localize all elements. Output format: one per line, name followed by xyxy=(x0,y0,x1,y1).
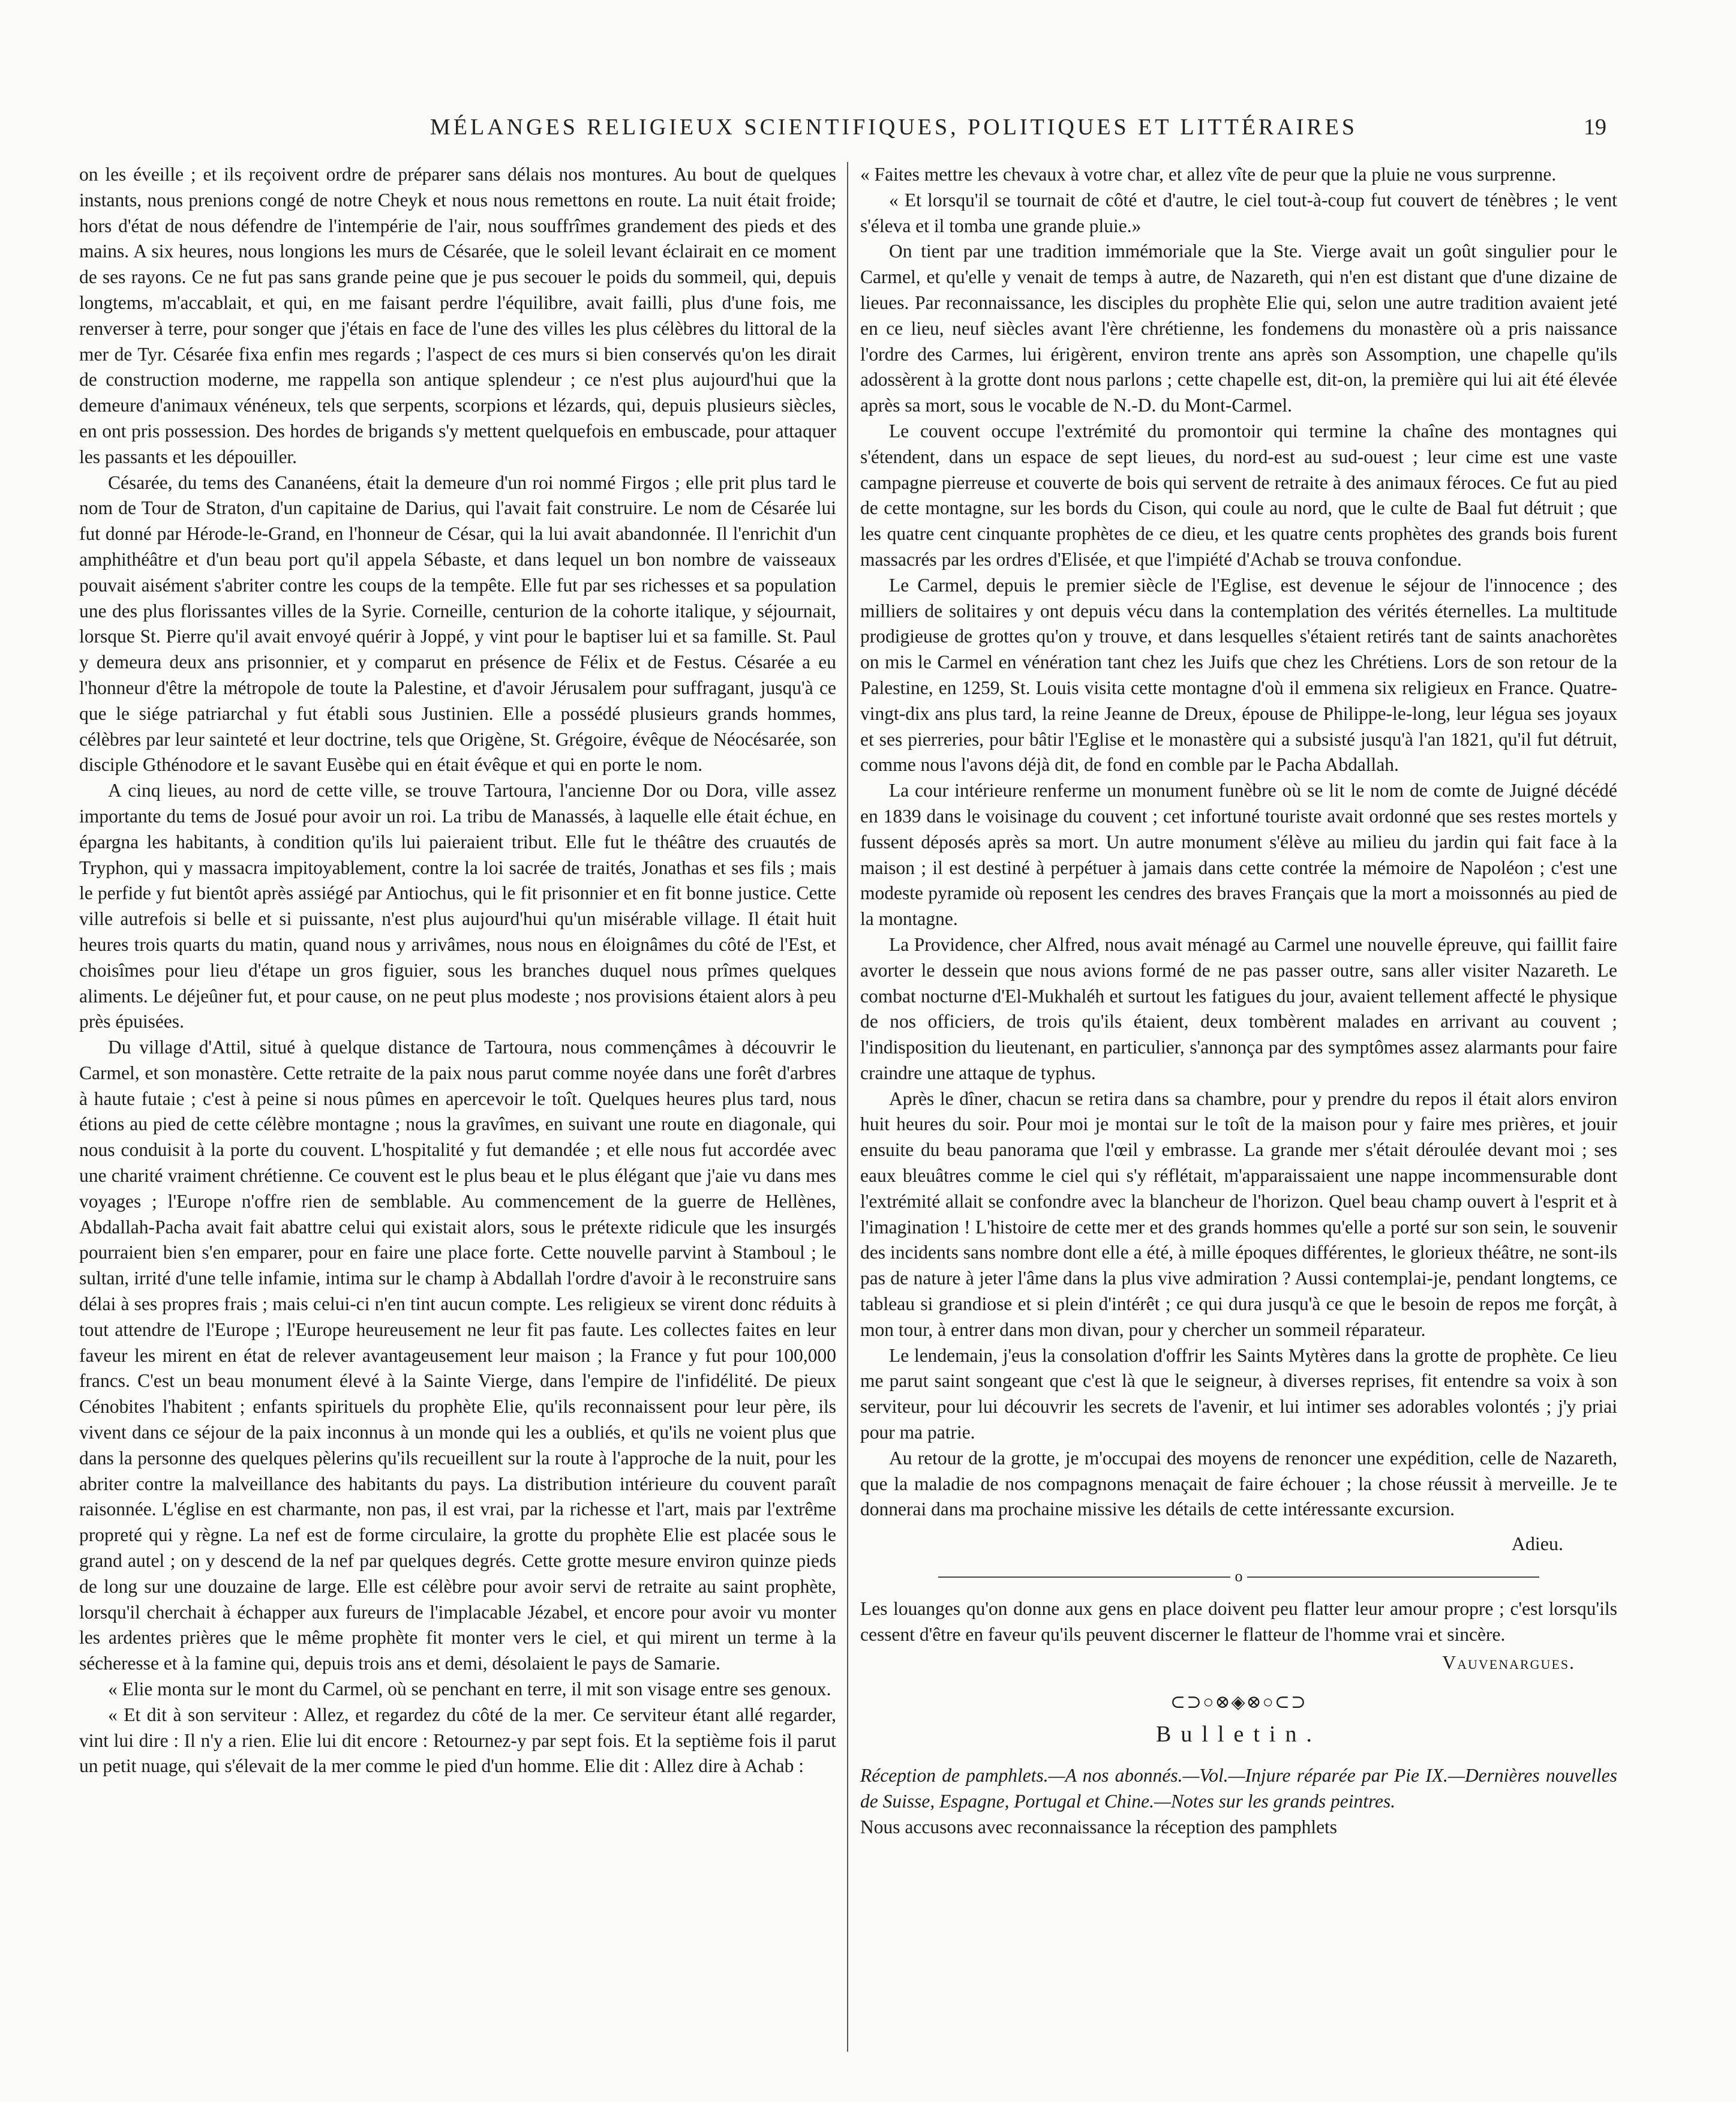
paragraph: « Et lorsqu'il se tournait de côté et d'autre, le ciel tout-à-coup fut couvert de ténèbres ; le vent s'éleva et il tomba une grande pluie.» xyxy=(860,189,1617,236)
paragraph: Du village d'Attil, situé à quelque distance de Tartoura, nous commençâmes à découvrir le Carmel, et son monastère. Cette retraite de la paix nous parut comme noyée dans une forêt d'arbres à haute futaie ; c'est à peine si nous pûmes en apercevoir le toît. Quelques heures plus tard, nous étions au pied de cette célèbre montagne ; nous la gravîmes, en suivant une route en diagonale, qui nous conduisit à la porte du couvent. L'hospitalité y fut demandée ; et elle nous fut accordée avec une charité vraiment chrétienne. Ce couvent est le plus beau et le plus élégant que j'aie vu dans mes voyages ; l'Europe n'offre rien de semblable. Au commencement de la guerre de Hellènes, Abdallah-Pacha avait fait abattre celui qui existait alors, sous le prétexte ridicule que les insurgés pourraient bien s'en emparer, pour en faire une place forte. Cette nouvelle parvint à Stamboul ; le sultan, irrité d'une telle infamie, intima sur le champ à Abdallah l'ordre d'avoir à le reconstruire sans délai à ses propres frais ; mais celui-ci n'en tint aucun compte. Les religieux se virent donc réduits à tout attendre de l'Europe ; l'Europe heureusement ne leur fit pas faute. Les collectes faites en leur faveur les mirent en état de relever avantageusement leur maison ; la France y fut pour 100,000 francs. C'est un beau monument élevé à la Sainte Vierge, dans l'empire de l'infidélité. De pieux Cénobites l'habitent ; enfants spirituels du prophète Elie, qu'ils reconnaissent pour leur père, ils vivent dans ce séjour de la paix inconnus à un monde qui les a oubliés, et qu'ils ne voient plus que dans la personne des quelques pèlerins qu'ils recueillent sur la route à l'approche de la nuit, pour les abriter contre la malveillance des habitants du pays. La distribution intérieure du couvent paraît raisonnée. L'église en est charmante, non pas, il est vrai, par la richesse et l'art, mais par l'extrême propreté qui y règne. La nef est de forme circulaire, la grotte du prophète Elie est placée sous le grand autel ; on y descend de la nef par quelques degrés. Cette grotte mesure environ quinze pieds de long sur une douzaine de large. Elle est célèbre pour avoir servi de retraite au saint prophète, lorsqu'il cherchait à échapper aux fureurs de l'implacable Jézabel, et encore pour avoir vu monter les ardentes prières que le même prophète fit monter vers le ciel, et qui mirent un terme à la sécheresse et à la famine qui, depuis trois ans et demi, désolaient le pays de Samarie. xyxy=(79,1037,836,1674)
paragraph: Au retour de la grotte, je m'occupai des moyens de renoncer une expédition, celle de Nazareth, que la maladie de nos compagnons menaçait de faire échouer ; la chose réussit à merveille. Je te donnerai dans ma prochaine missive les détails de cette intéressante excursion. xyxy=(860,1447,1617,1520)
paragraph: « Et dit à son serviteur : Allez, et regardez du côté de la mer. Ce serviteur étant allé regarder, vint lui dire : Il n'y a rien. Elie lui dit encore : Retournez-y par sept fois. Et la septième fois il parut un petit nuage, qui s'élevait de la mer comme le pied d'un homme. Elie dit : Allez dire à Achab : xyxy=(79,1704,836,1777)
paragraph: Après le dîner, chacun se retira dans sa chambre, pour y prendre du repos il était alors environ huit heures du soir. Pour moi je montai sur le toît de la maison pour y faire mes prières, et jouir ensuite du beau panorama que l'œil y embrasse. La grande mer s'était déroulée devant moi ; ses eaux bleuâtres comme le ciel qui s'y réflétait, m'apparaissaient une nappe incommensurable dont l'extrémité allait se confondre avec la blancheur de l'horizon. Quel beau champ ouvert à l'esprit et à l'imagination ! L'histoire de cette mer et des grands hommes qu'elle a porté sur son sein, le souvenir des incidents sans nombre dont elle a été, à mille époques différentes, le glorieux théâtre, ne sont-ils pas de nature à jeter l'âme dans la plus vive admiration ? Aussi contemplai-je, pendant longtems, ce tableau si grandiose et si plein d'intérêt ; ce qui dura jusqu'à ce que le besoin de repos me forçât, à mon tour, à entrer dans mon divan, pour y chercher un sommeil réparateur. xyxy=(860,1088,1617,1340)
ornament-icon: ⊂⊃○⊗◈⊗○⊂⊃ xyxy=(1170,1692,1308,1713)
maxim-text: Les louanges qu'on donne aux gens en place doivent peu flatter leur amour propre ; c'est lorsqu'ils cessent d'être en faveur qu'ils peuvent discerner le flatteur de l'homme vrai et sincère. xyxy=(860,1598,1617,1645)
bulletin-contents: Réception de pamphlets.—A nos abonnés.—Vol.—Injure réparée par Pie IX.—Dernières nouvelles de Suisse, Espagne, Portugal et Chine.—Notes sur les grands peintres. xyxy=(860,1765,1617,1812)
bulletin-heading: Bulletin. xyxy=(1156,1722,1321,1747)
column-divider xyxy=(847,162,848,2052)
paragraph: La Providence, cher Alfred, nous avait ménagé au Carmel une nouvelle épreuve, qui faillit faire avorter le dessein que nous avions formé de ne pas passer outre, sans aller visiter Nazareth. Le combat nocturne d'El-Mukhaléh et surtout les fatigues du jour, avaient tellement affecté le physique de nos officiers, de trois qu'ils étaient, deux tombèrent malades en arrivant au couvent ; l'indisposition du lieutenant, en particulier, s'annonça par des symptômes assez alarmants pour faire craindre une attaque de typhus. xyxy=(860,933,1617,1083)
section-divider xyxy=(860,1566,1617,1587)
paragraph: on les éveille ; et ils reçoivent ordre de préparer sans délais nos montures. Au bout de quelques instants, nous prenions congé de notre Cheyk et nous nous remettons en route. La nuit était froide; hors d'état de nous défendre de l'intempérie de l'air, nous souffrîmes grandement des pieds et des mains. A six heures, nous longions les murs de Césarée, que le soleil levant éclairait en ce moment de ses rayons. Ce ne fut pas sans grande peine que je pus secouer le poids du sommeil, qui, depuis longtems, m'accablait, et qui, en me faisant perdre l'équilibre, avait failli, plus d'une fois, me renverser à terre, pour songer que j'étais en face de l'une des villes les plus célèbres du littoral de la mer de Tyr. Césarée fixa enfin mes regards ; l'aspect de ces murs si bien conservés qu'on les dirait de construction moderne, me rappella son antique splendeur ; ce n'est plus aujourd'hui que la demeure d'animaux vénéneux, tels que serpents, scorpions et lézards, qui, depuis plusieurs siècles, en ont pris possession. Des hordes de brigands s'y mettent quelquefois en embuscade, pour attaquer les passants et les dépouiller. xyxy=(79,164,836,467)
paragraph: Le couvent occupe l'extrémité du promontoir qui termine la chaîne des montagnes qui s'étendent, dans un espace de sept lieues, du nord-est au sud-ouest ; leur cime est une vaste campagne pierreuse et couverte de bois qui servent de retraite à des animaux féroces. Ce fut au pied de cette montagne, sur les bords du Cison, qui coule au nord, que le culte de Baal fut détruit ; que les quatre cent cinquante prophètes de ce dieu, et les quatre cents prophètes des grands bois furent massacrés par les ordres d'Elisée, et que l'impiété d'Achab se trouva confondue. xyxy=(860,420,1617,570)
paragraph: Le lendemain, j'eus la consolation d'offrir les Saints Mytères dans la grotte de prophète. Ce lieu me parut saint songeant que c'est là que le seigneur, à diverses reprises, fit entendre sa voix à son serviteur, pour lui découvrir les secrets de l'avenir, et lui intimer ses adorables volontés ; j'y priai pour ma patrie. xyxy=(860,1344,1617,1443)
running-title: MÉLANGES RELIGIEUX SCIENTIFIQUES, POLITIQUES ET LITTÉRAIRES xyxy=(430,115,1358,140)
right-column xyxy=(860,162,1617,2052)
maxim-attribution: Vauvenargues. xyxy=(1442,1651,1575,1673)
paragraph: « Elie monta sur le mont du Carmel, où se penchant en terre, il mit son visage entre ses genoux. xyxy=(108,1678,831,1700)
letter-signoff: Adieu. xyxy=(1511,1533,1563,1555)
bulletin-opening-line: Nous accusons avec reconnaissance la réception des pamphlets xyxy=(860,1816,1338,1837)
paragraph: A cinq lieues, au nord de cette ville, se trouve Tartoura, l'ancienne Dor ou Dora, ville assez importante du tems de Josué pour avoir un roi. La tribu de Manassés, à laquelle elle était échue, en épargna les habitants, à condition qu'ils lui paieraient tribut. Elle fut le théâtre des cruautés de Tryphon, qui y massacra impitoyablement, contre la loi sacrée de traités, Jonathas et ses fils ; mais le perfide y fut bientôt après assiégé par Antiochus, qui le fit prisonnier et en fit bonne justice. Cette ville autrefois si belle et si puissante, n'est plus aujourd'hui qu'un misérable village. Il était huit heures trois quarts du matin, quand nous y arrivâmes, nous nous en éloignâmes du côté de l'Est, et choisîmes pour lieu d'étape un gros figuier, sous les branches duquel nous prîmes quelques aliments. Le déjeûner fut, et pour cause, on ne peut plus modeste ; nos provisions étaient alors à peu près épuisées. xyxy=(79,780,836,1032)
page-number: 19 xyxy=(1584,115,1606,140)
paragraph: La cour intérieure renferme un monument funèbre où se lit le nom de comte de Juigné décédé en 1839 dans le voisinage du couvent ; cet infortuné touriste avait ordonné que ses restes mortels y fussent déposés après sa mort. Un autre monument s'élève au milieu du jardin qui fait face à la maison ; il est destiné à perpétuer à jamais dans cette contrée la mémoire de Napoléon ; c'est une modeste pyramide où reposent les cendres des braves Français que la mort a moissonnés au pied de la montagne. xyxy=(860,780,1617,930)
paragraph: On tient par une tradition immémoriale que la Ste. Vierge avait un goût singulier pour le Carmel, et qu'elle y venait de temps à autre, de Nazareth, qui n'en est distant que d'une dizaine de lieues. Par reconnaissance, les disciples du prophète Elie qui, selon une autre tradition avaient jeté en ce lieu, neuf siècles avant l'ère chrétienne, les fondemens du monastère où a pris naissance l'ordre des Carmes, lui érigèrent, environ trente ans après son Assomption, une chapelle qu'ils adossèrent à la grotte dont nous parlons ; cette chapelle est, dit-on, la première qui lui ait été élevée après sa mort, sous le vocable de N.-D. du Mont-Carmel. xyxy=(860,241,1617,416)
left-column xyxy=(79,162,836,2052)
paragraph: Césarée, du tems des Cananéens, était la demeure d'un roi nommé Firgos ; elle prit plus tard le nom de Tour de Straton, d'un capitaine de Darius, qui l'avait fait construire. Le nom de Césarée lui fut donné par Hérode-le-Grand, en l'honneur de César, qui la lui avait abandonnée. Il l'enrichit d'un amphithéâtre et d'un beau port qu'il appela Sébaste, et dans lequel un bon nombre de vaisseaux pouvait aisément s'abriter contre les coups de la tempête. Elle fut par ses richesses et sa population une des plus florissantes villes de la Syrie. Corneille, centurion de la cohorte italique, y séjournait, lorsque St. Pierre qu'il avait envoyé quérir à Joppé, y vint pour le baptiser lui et sa famille. St. Paul y demeura deux ans prisonnier, et y comparut en présence de Félix et de Festus. Césarée a eu l'honneur d'être la métropole de toute la Palestine, et d'avoir Jérusalem pour suffragant, jusqu'à ce que le siége patriarchal y fut établi sous Justinien. Elle a possédé plusieurs grands hommes, célèbres par leur sainteté et leur doctrine, tels que Origène, St. Grégoire, évêque de Néocésarée, son disciple Gthénodore et le savant Eusèbe qui en était évêque et qui en porte le nom. xyxy=(79,472,836,776)
divider-mark: o xyxy=(1230,1568,1247,1585)
paragraph: Le Carmel, depuis le premier siècle de l'Eglise, est devenue le séjour de l'innocence ; des milliers de solitaires y ont depuis vécu dans la contemplation des vérités éternelles. La multitude prodigieuse de grottes qu'on y trouve, et dans lesquelles s'étaient retirés tant de saints anachorètes on mis le Carmel en vénération tant chez les Juifs que chez les Chrétiens. Lors de son retour de la Palestine, en 1259, St. Louis visita cette montagne d'où il emmena six religieux en France. Quatre-vingt-dix ans plus tard, la reine Jeanne de Dreux, épouse de Philippe-le-long, leur légua ses joyaux et ses pierreries, pour bâtir l'Eglise et le monastère qui a subsisté jusqu'à l'an 1821, qu'il fut détruit, comme nous l'avons déjà dit, de fond en comble par le Pacha Abdallah. xyxy=(860,574,1617,776)
paragraph: « Faites mettre les chevaux à votre char, et allez vîte de peur que la pluie ne vous surprenne. xyxy=(860,164,1557,185)
